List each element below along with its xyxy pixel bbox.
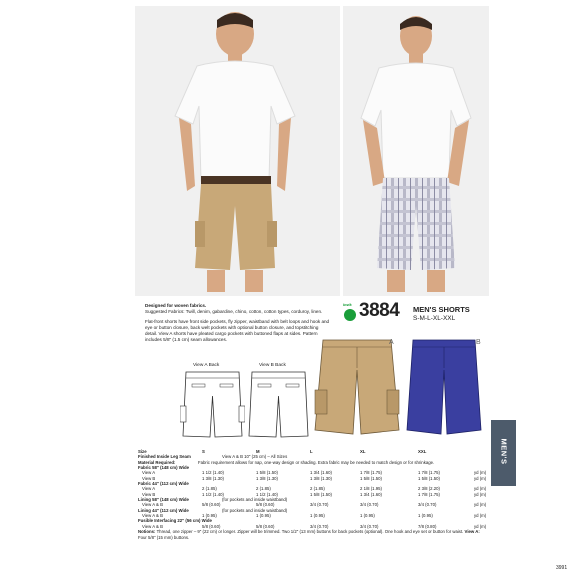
chart-cell: 3/4 (0.70) — [418, 502, 437, 508]
chart-row-label: Finished Inside Leg Seam — [138, 454, 191, 460]
view-b-back-drawing — [246, 370, 311, 440]
chart-cell: 1 7/8 (1.75) — [360, 470, 382, 476]
notions — [138, 529, 483, 540]
chart-row-label: Lining 58" (148 cm) Wide — [138, 497, 189, 503]
chart-row-label: Lining 44" (112 cm) Wide — [138, 507, 189, 513]
chart-cell: 5/8 (0.60) — [202, 502, 221, 508]
chart-cell: 2 3/8 (2.20) — [418, 486, 440, 492]
notions-label: Notions: — [138, 529, 156, 535]
category-tab-label: MEN'S — [499, 438, 509, 465]
brand-logo — [343, 302, 357, 322]
chart-cell: yd (m) — [474, 523, 487, 529]
chart-cell: 1 3/8 (1.30) — [256, 475, 278, 481]
chart-cell: 1 1/2 (1.40) — [256, 491, 278, 497]
chart-cell: 1 (0.95) — [418, 513, 433, 519]
pattern-number: 3884 — [359, 300, 400, 321]
chart-cell: 1 1/2 (1.40) — [202, 491, 224, 497]
chart-cell: 1 (0.95) — [310, 513, 325, 519]
description-body: Flat-front shorts have front side pockets, fly zipper, waistband with belt loops and hook and eye or button closure, back welt pockets with optional button closure, and topstitching detail. View A shorts have pleated cargo pockets with buttoned flaps at sides. Pattern includes 5/8" (1.5 cm) seam allowances. — [145, 319, 330, 343]
chart-row-label: View A — [142, 470, 156, 476]
chart-cell: 5/8 (0.60) — [256, 502, 275, 508]
pattern-sizes: S-M-L-XL-XXL — [413, 315, 456, 322]
chart-cell: 3/4 (0.70) — [360, 523, 379, 529]
view-a-back-drawing — [180, 370, 245, 440]
model-photo-view-b — [343, 6, 489, 296]
view-a-notions-label: View A: — [464, 529, 480, 535]
category-tab — [491, 420, 516, 486]
chart-row-inline-text: (for pockets and inside waistband) — [222, 507, 288, 513]
chart-cell: 1 7/8 (1.75) — [418, 470, 440, 476]
view-b-letter: B — [476, 339, 481, 346]
chart-cell: 2 1/8 (1.95) — [360, 486, 382, 492]
chart-row-label: View B — [142, 475, 156, 481]
chart-cell: 2 (1.85) — [310, 486, 325, 492]
chart-cell: 1 1/2 (1.40) — [202, 470, 224, 476]
header-xxl: XXL — [418, 449, 427, 454]
page-number: 3991 — [556, 565, 568, 571]
chart-cell: 1 3/8 (1.30) — [310, 475, 332, 481]
chart-cell: yd (m) — [474, 470, 487, 476]
chart-cell: 1 5/8 (1.50) — [310, 491, 332, 497]
chart-cell: 1 5/8 (1.50) — [360, 475, 382, 481]
chart-cell: 3/4 (0.70) — [310, 502, 329, 508]
chart-cell: 1 7/8 (1.75) — [418, 491, 440, 497]
pattern-description — [145, 303, 330, 348]
notions-text: Thread, one zipper – 9" (22 cm) or longer. Zipper will be trimmed. Two 1/2" (13 mm) buttons for back pockets (optional). One hook and eye set or button for waist. — [156, 529, 464, 535]
chart-cell: 1 5/8 (1.50) — [256, 470, 278, 476]
chart-cell: 2 (1.85) — [256, 486, 271, 492]
chart-row-label: Fusible Interfacing 22" (56 cm) Wide — [138, 518, 212, 524]
chart-row-label: View A & B — [142, 513, 163, 519]
chart-cell: 1 (0.95) — [360, 513, 375, 519]
header-l: L — [310, 449, 313, 454]
chart-cell: 3/4 (0.70) — [360, 502, 379, 508]
header-m: M — [256, 449, 260, 454]
view-a-back-label: View A Back — [193, 363, 220, 368]
chart-cell: 1 (0.95) — [256, 513, 271, 519]
chart-cell: yd (m) — [474, 491, 487, 497]
model-photo-view-a — [135, 6, 340, 296]
brand-name: kwik — [343, 302, 352, 307]
chart-cell: yd (m) — [474, 513, 487, 519]
chart-cell: yd (m) — [474, 486, 487, 492]
header-xl: XL — [360, 449, 366, 454]
chart-cell: 1 3/8 (1.30) — [202, 475, 224, 481]
view-b-back-label: View B Back — [259, 363, 286, 368]
chart-row — [138, 524, 488, 529]
chart-row-label: View B — [142, 491, 156, 497]
chart-row-label: Fabric 58" (148 cm) Wide — [138, 465, 189, 471]
description-heading: Designed for woven fabrics. — [145, 303, 207, 308]
chart-cell: yd (m) — [474, 502, 487, 508]
chart-cell: yd (m) — [474, 475, 487, 481]
chart-cell: 5/8 (0.60) — [202, 523, 221, 529]
view-a-letter: A — [389, 339, 394, 346]
chart-rows — [138, 454, 488, 529]
header-s: S — [202, 449, 205, 454]
chart-row-inline-text: Fabric requirement allows for nap, one-way design or shading. Extra fabric may be needed to match design or for shrinkage. — [198, 459, 435, 465]
chart-row-label: Fabric 44" (112 cm) Wide — [138, 481, 189, 487]
chart-row-label: View A & B — [142, 502, 163, 508]
view-a-notions-text: Four 5/8" (15 mm) buttons. — [138, 534, 190, 540]
brand-dot-icon — [344, 309, 356, 321]
yardage-chart — [138, 449, 488, 540]
chart-cell: 5/8 (0.60) — [256, 523, 275, 529]
chart-row-inline-text: (for pockets and inside waistband) — [222, 497, 288, 503]
chart-row-label: Material Required: — [138, 459, 176, 465]
chart-cell: 3/4 (0.70) — [310, 523, 329, 529]
chart-cell: 2 (1.85) — [202, 486, 217, 492]
chart-cell: 1 (0.95) — [202, 513, 217, 519]
chart-cell: 1 3/4 (1.60) — [360, 491, 382, 497]
chart-row-label: View A — [142, 486, 156, 492]
view-a-illustration — [313, 338, 401, 436]
chart-cell: 7/8 (0.80) — [418, 523, 437, 529]
chart-cell: 1 5/8 (1.50) — [418, 475, 440, 481]
suggested-fabrics: Suggested Fabrics: Twill, denim, gabardine, chino, cotton, cotton types, corduroy, linen. — [145, 309, 323, 315]
chart-cell: 1 3/4 (1.60) — [310, 470, 332, 476]
chart-row-label: View A & B — [142, 523, 163, 529]
header-size: Size — [138, 449, 147, 454]
pattern-title: MEN'S SHORTS — [413, 305, 470, 314]
chart-row-inline-text: View A & B 10" (25 cm) – All Sizes — [222, 454, 288, 460]
view-b-illustration — [405, 338, 483, 436]
